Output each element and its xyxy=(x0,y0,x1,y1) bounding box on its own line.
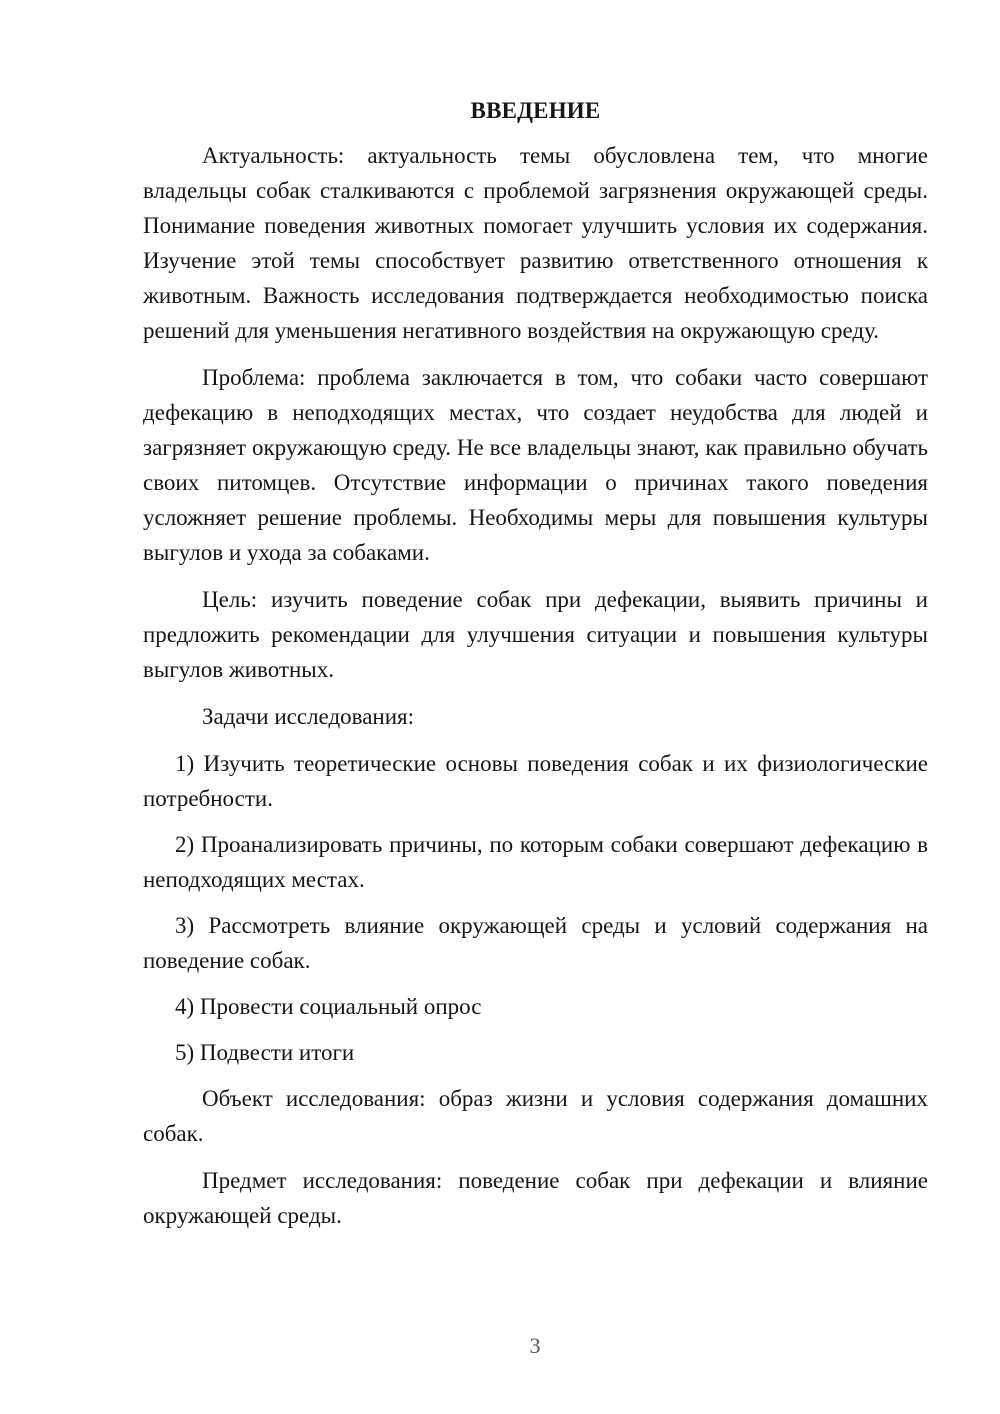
section-heading: ВВЕДЕНИЕ xyxy=(470,98,601,123)
task-item-2: 2) Проанализировать причины, по которым собаки совершают дефекацию в неподходящих местах. xyxy=(143,832,928,892)
task-item-5: 5) Подвести итоги xyxy=(175,1040,355,1065)
page-content xyxy=(143,96,928,1245)
task-item-1: 1) Изучить теоретические основы поведения собак и их физиологические потребности. xyxy=(143,751,928,811)
task-item-3: 3) Рассмотреть влияние окружающей среды и условий содержания на поведение собак. xyxy=(143,913,928,973)
relevance-paragraph: Актуальность: актуальность темы обусловлена тем, что многие владельцы собак сталкиваются с проблемой загрязнения окружающей среды. Понимание поведения животных помогает улучшить условия их содержания. Изучение этой темы способствует развитию ответственного отношения к животным. Важность исследования подтверждается необходимостью поиска решений для уменьшения негативного воздействия на окружающую среду. xyxy=(143,143,928,343)
goal-paragraph: Цель: изучить поведение собак при дефекации, выявить причины и предложить рекомендации для улучшения ситуации и повышения культуры выгулов животных. xyxy=(143,587,928,682)
object-paragraph: Объект исследования: образ жизни и условия содержания домашних собак. xyxy=(143,1086,928,1146)
problem-paragraph: Проблема: проблема заключается в том, что собаки часто совершают дефекацию в неподходящих местах, что создает неудобства для людей и загрязняет окружающую среду. Не все владельцы знают, как правильно обучать своих питомцев. Отсутствие информации о причинах такого поведения усложняет решение проблемы. Необходимы меры для повышения культуры выгулов и ухода за собаками. xyxy=(143,365,928,565)
subject-paragraph: Предмет исследования: поведение собак при дефекации и влияние окружающей среды. xyxy=(143,1168,928,1228)
tasks-title: Задачи исследования: xyxy=(202,704,415,729)
task-item-4: 4) Провести социальный опрос xyxy=(175,994,482,1019)
page-number: 3 xyxy=(529,1333,541,1358)
